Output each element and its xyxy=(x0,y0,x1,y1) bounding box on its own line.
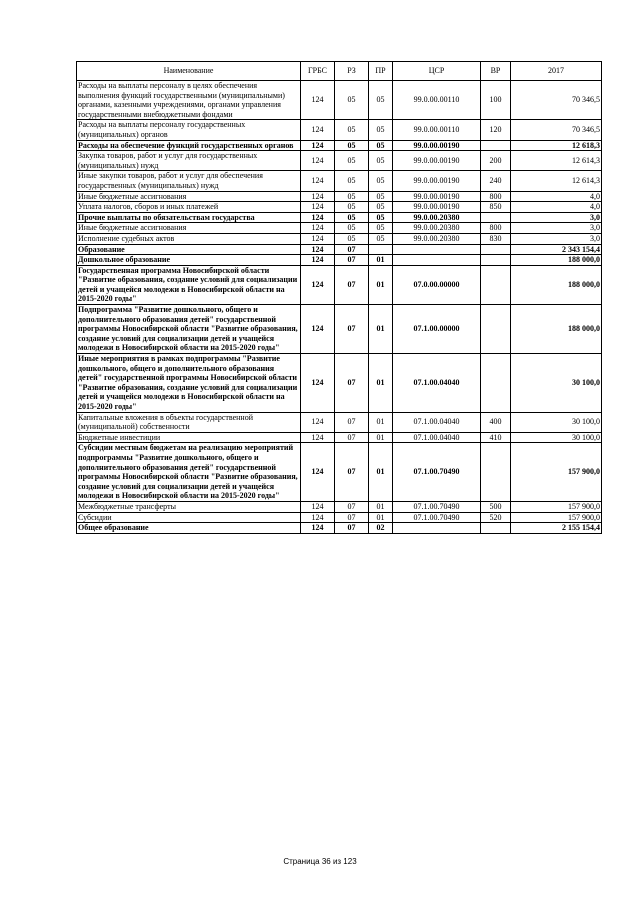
header-grbs: ГРБС xyxy=(301,62,335,81)
table-row xyxy=(77,120,602,140)
cell-rz: 05 xyxy=(335,223,369,234)
cell-csr: 99.0.00.00110 xyxy=(393,81,481,120)
cell-csr: 99.0.00.00190 xyxy=(393,151,481,171)
cell-rz: 05 xyxy=(335,120,369,140)
header-rz: РЗ xyxy=(335,62,369,81)
cell-grbs: 124 xyxy=(301,443,335,502)
cell-rz: 07 xyxy=(335,255,369,266)
cell-sum: 12 618,3 xyxy=(511,140,602,151)
table-row xyxy=(77,212,602,223)
table-row xyxy=(77,305,602,354)
cell-name: Государственная программа Новосибирской области "Развитие образования, создание условий для социализации детей и учащейся молодежи в Новосибирской области на 2015-2020 годы" xyxy=(77,265,301,304)
cell-rz: 07 xyxy=(335,501,369,512)
header-pr: ПР xyxy=(369,62,393,81)
table-header-row xyxy=(77,62,602,81)
cell-rz: 07 xyxy=(335,265,369,304)
cell-grbs: 124 xyxy=(301,432,335,443)
cell-name: Субсидии местным бюджетам на реализацию мероприятий подпрограммы "Развитие дошкольного, общего и дополнительного образования детей" государственной программы Новосибирской области "Развитие образования, создание условий для социализации детей и учащейся молодежи в Новосибирской области на 2015-2020 годы" xyxy=(77,443,301,502)
cell-csr: 99.0.00.20380 xyxy=(393,212,481,223)
cell-sum: 3,0 xyxy=(511,223,602,234)
cell-name: Расходы на выплаты персоналу в целях обеспечения выполнения функций государственными (муниципальными) органами, казенными учреждениями, органами управления государственными внебюджетными фондами xyxy=(77,81,301,120)
cell-pr: 01 xyxy=(369,512,393,523)
cell-rz: 07 xyxy=(335,354,369,413)
cell-pr: 05 xyxy=(369,212,393,223)
cell-vr: 100 xyxy=(481,81,511,120)
cell-pr: 05 xyxy=(369,81,393,120)
cell-rz: 05 xyxy=(335,202,369,213)
cell-grbs: 124 xyxy=(301,512,335,523)
table-row xyxy=(77,81,602,120)
cell-grbs: 124 xyxy=(301,81,335,120)
cell-pr: 05 xyxy=(369,140,393,151)
cell-sum: 30 100,0 xyxy=(511,412,602,432)
cell-vr: 120 xyxy=(481,120,511,140)
cell-grbs: 124 xyxy=(301,255,335,266)
cell-grbs: 124 xyxy=(301,412,335,432)
cell-vr: 240 xyxy=(481,171,511,191)
cell-grbs: 124 xyxy=(301,151,335,171)
table-row xyxy=(77,244,602,255)
cell-name: Образование xyxy=(77,244,301,255)
cell-rz: 07 xyxy=(335,244,369,255)
cell-grbs: 124 xyxy=(301,265,335,304)
cell-vr xyxy=(481,354,511,413)
table-row xyxy=(77,512,602,523)
cell-grbs: 124 xyxy=(301,233,335,244)
cell-pr: 01 xyxy=(369,432,393,443)
cell-name: Дошкольное образование xyxy=(77,255,301,266)
cell-vr xyxy=(481,255,511,266)
cell-csr: 07.0.00.00000 xyxy=(393,265,481,304)
cell-rz: 07 xyxy=(335,523,369,534)
header-name: Наименование xyxy=(77,62,301,81)
cell-rz: 05 xyxy=(335,191,369,202)
cell-pr: 05 xyxy=(369,171,393,191)
table-row xyxy=(77,412,602,432)
cell-name: Расходы на обеспечение функций государственных органов xyxy=(77,140,301,151)
cell-grbs: 124 xyxy=(301,171,335,191)
cell-grbs: 124 xyxy=(301,244,335,255)
cell-name: Иные закупки товаров, работ и услуг для обеспечения государственных (муниципальных) нужд xyxy=(77,171,301,191)
cell-rz: 07 xyxy=(335,432,369,443)
cell-vr xyxy=(481,265,511,304)
cell-vr xyxy=(481,305,511,354)
cell-name: Межбюджетные трансферты xyxy=(77,501,301,512)
cell-name: Исполнение судебных актов xyxy=(77,233,301,244)
cell-name: Иные бюджетные ассигнования xyxy=(77,191,301,202)
cell-sum: 157 900,0 xyxy=(511,443,602,502)
cell-sum: 70 346,5 xyxy=(511,120,602,140)
cell-sum: 157 900,0 xyxy=(511,501,602,512)
cell-csr xyxy=(393,244,481,255)
header-year: 2017 xyxy=(511,62,602,81)
cell-vr: 520 xyxy=(481,512,511,523)
cell-vr: 830 xyxy=(481,233,511,244)
cell-sum: 12 614,3 xyxy=(511,151,602,171)
cell-vr xyxy=(481,140,511,151)
table-row xyxy=(77,255,602,266)
cell-name: Капитальные вложения в объекты государственной (муниципальной) собственности xyxy=(77,412,301,432)
cell-pr: 01 xyxy=(369,265,393,304)
cell-pr: 05 xyxy=(369,223,393,234)
cell-csr: 99.0.00.20380 xyxy=(393,233,481,244)
cell-grbs: 124 xyxy=(301,501,335,512)
cell-pr: 05 xyxy=(369,233,393,244)
cell-vr: 200 xyxy=(481,151,511,171)
cell-csr: 07.1.00.70490 xyxy=(393,443,481,502)
cell-name: Подпрограмма "Развитие дошкольного, общего и дополнительного образования детей" государственной программы Новосибирской области "Развитие образования, создание условий для социализации детей и учащейся молодежи в Новосибирской области на 2015-2020 годы" xyxy=(77,305,301,354)
cell-sum: 2 343 154,4 xyxy=(511,244,602,255)
cell-pr xyxy=(369,244,393,255)
cell-name: Общее образование xyxy=(77,523,301,534)
cell-csr: 07.1.00.04040 xyxy=(393,412,481,432)
cell-name: Субсидии xyxy=(77,512,301,523)
cell-sum: 188 000,0 xyxy=(511,255,602,266)
cell-grbs: 124 xyxy=(301,212,335,223)
cell-name: Бюджетные инвестиции xyxy=(77,432,301,443)
cell-vr: 400 xyxy=(481,412,511,432)
cell-vr: 850 xyxy=(481,202,511,213)
cell-pr: 01 xyxy=(369,305,393,354)
cell-sum: 188 000,0 xyxy=(511,265,602,304)
cell-name: Иные мероприятия в рамках подпрограммы "Развитие дошкольного, общего и дополнительного образования детей" государственной программы Новосибирской области "Развитие образования, создание условий для социализации детей и учащейся молодежи в Новосибирской области на 2015-2020 годы" xyxy=(77,354,301,413)
cell-csr: 07.1.00.70490 xyxy=(393,501,481,512)
cell-csr: 99.0.00.20380 xyxy=(393,223,481,234)
cell-pr: 05 xyxy=(369,120,393,140)
table-row xyxy=(77,432,602,443)
table-row xyxy=(77,523,602,534)
cell-pr: 01 xyxy=(369,255,393,266)
table-row xyxy=(77,265,602,304)
cell-pr: 01 xyxy=(369,501,393,512)
cell-csr xyxy=(393,523,481,534)
cell-rz: 05 xyxy=(335,151,369,171)
cell-grbs: 124 xyxy=(301,191,335,202)
cell-grbs: 124 xyxy=(301,202,335,213)
cell-pr: 02 xyxy=(369,523,393,534)
cell-sum: 4,0 xyxy=(511,202,602,213)
cell-csr: 07.1.00.04040 xyxy=(393,432,481,443)
cell-vr: 410 xyxy=(481,432,511,443)
cell-csr: 07.1.00.04040 xyxy=(393,354,481,413)
cell-vr xyxy=(481,212,511,223)
cell-vr xyxy=(481,244,511,255)
cell-sum: 4,0 xyxy=(511,191,602,202)
cell-csr xyxy=(393,255,481,266)
cell-sum: 3,0 xyxy=(511,233,602,244)
header-vr: ВР xyxy=(481,62,511,81)
cell-pr: 01 xyxy=(369,443,393,502)
cell-pr: 05 xyxy=(369,151,393,171)
cell-csr: 99.0.00.00190 xyxy=(393,171,481,191)
cell-sum: 188 000,0 xyxy=(511,305,602,354)
cell-sum: 3,0 xyxy=(511,212,602,223)
cell-sum: 30 100,0 xyxy=(511,354,602,413)
cell-rz: 07 xyxy=(335,412,369,432)
page-number: Страница 36 из 123 xyxy=(283,857,357,866)
cell-pr: 01 xyxy=(369,412,393,432)
cell-vr: 800 xyxy=(481,191,511,202)
header-csr: ЦСР xyxy=(393,62,481,81)
cell-csr: 07.1.00.00000 xyxy=(393,305,481,354)
table-row xyxy=(77,223,602,234)
cell-sum: 70 346,5 xyxy=(511,81,602,120)
cell-vr xyxy=(481,523,511,534)
table-row xyxy=(77,191,602,202)
table-row xyxy=(77,501,602,512)
cell-sum: 30 100,0 xyxy=(511,432,602,443)
cell-name: Прочие выплаты по обязательствам государства xyxy=(77,212,301,223)
cell-pr: 05 xyxy=(369,202,393,213)
cell-csr: 99.0.00.00190 xyxy=(393,140,481,151)
cell-rz: 07 xyxy=(335,305,369,354)
cell-rz: 05 xyxy=(335,233,369,244)
cell-pr: 01 xyxy=(369,354,393,413)
cell-rz: 05 xyxy=(335,140,369,151)
cell-rz: 05 xyxy=(335,171,369,191)
cell-name: Уплата налогов, сборов и иных платежей xyxy=(77,202,301,213)
table-row xyxy=(77,151,602,171)
cell-csr: 99.0.00.00190 xyxy=(393,202,481,213)
cell-vr xyxy=(481,443,511,502)
cell-grbs: 124 xyxy=(301,120,335,140)
cell-sum: 2 155 154,4 xyxy=(511,523,602,534)
budget-table xyxy=(76,61,602,534)
cell-sum: 157 900,0 xyxy=(511,512,602,523)
cell-grbs: 124 xyxy=(301,354,335,413)
cell-name: Иные бюджетные ассигнования xyxy=(77,223,301,234)
table-row xyxy=(77,140,602,151)
cell-name: Закупка товаров, работ и услуг для государственных (муниципальных) нужд xyxy=(77,151,301,171)
cell-grbs: 124 xyxy=(301,223,335,234)
cell-pr: 05 xyxy=(369,191,393,202)
cell-csr: 07.1.00.70490 xyxy=(393,512,481,523)
cell-rz: 07 xyxy=(335,443,369,502)
table-row xyxy=(77,354,602,413)
cell-csr: 99.0.00.00190 xyxy=(393,191,481,202)
table-row xyxy=(77,171,602,191)
cell-name: Расходы на выплаты персоналу государственных (муниципальных) органов xyxy=(77,120,301,140)
cell-vr: 500 xyxy=(481,501,511,512)
cell-grbs: 124 xyxy=(301,140,335,151)
cell-grbs: 124 xyxy=(301,305,335,354)
table-body xyxy=(77,81,602,534)
cell-vr: 800 xyxy=(481,223,511,234)
cell-sum: 12 614,3 xyxy=(511,171,602,191)
cell-rz: 05 xyxy=(335,212,369,223)
table-row xyxy=(77,443,602,502)
cell-rz: 07 xyxy=(335,512,369,523)
table-row xyxy=(77,202,602,213)
cell-rz: 05 xyxy=(335,81,369,120)
table-row xyxy=(77,233,602,244)
cell-grbs: 124 xyxy=(301,523,335,534)
cell-csr: 99.0.00.00110 xyxy=(393,120,481,140)
